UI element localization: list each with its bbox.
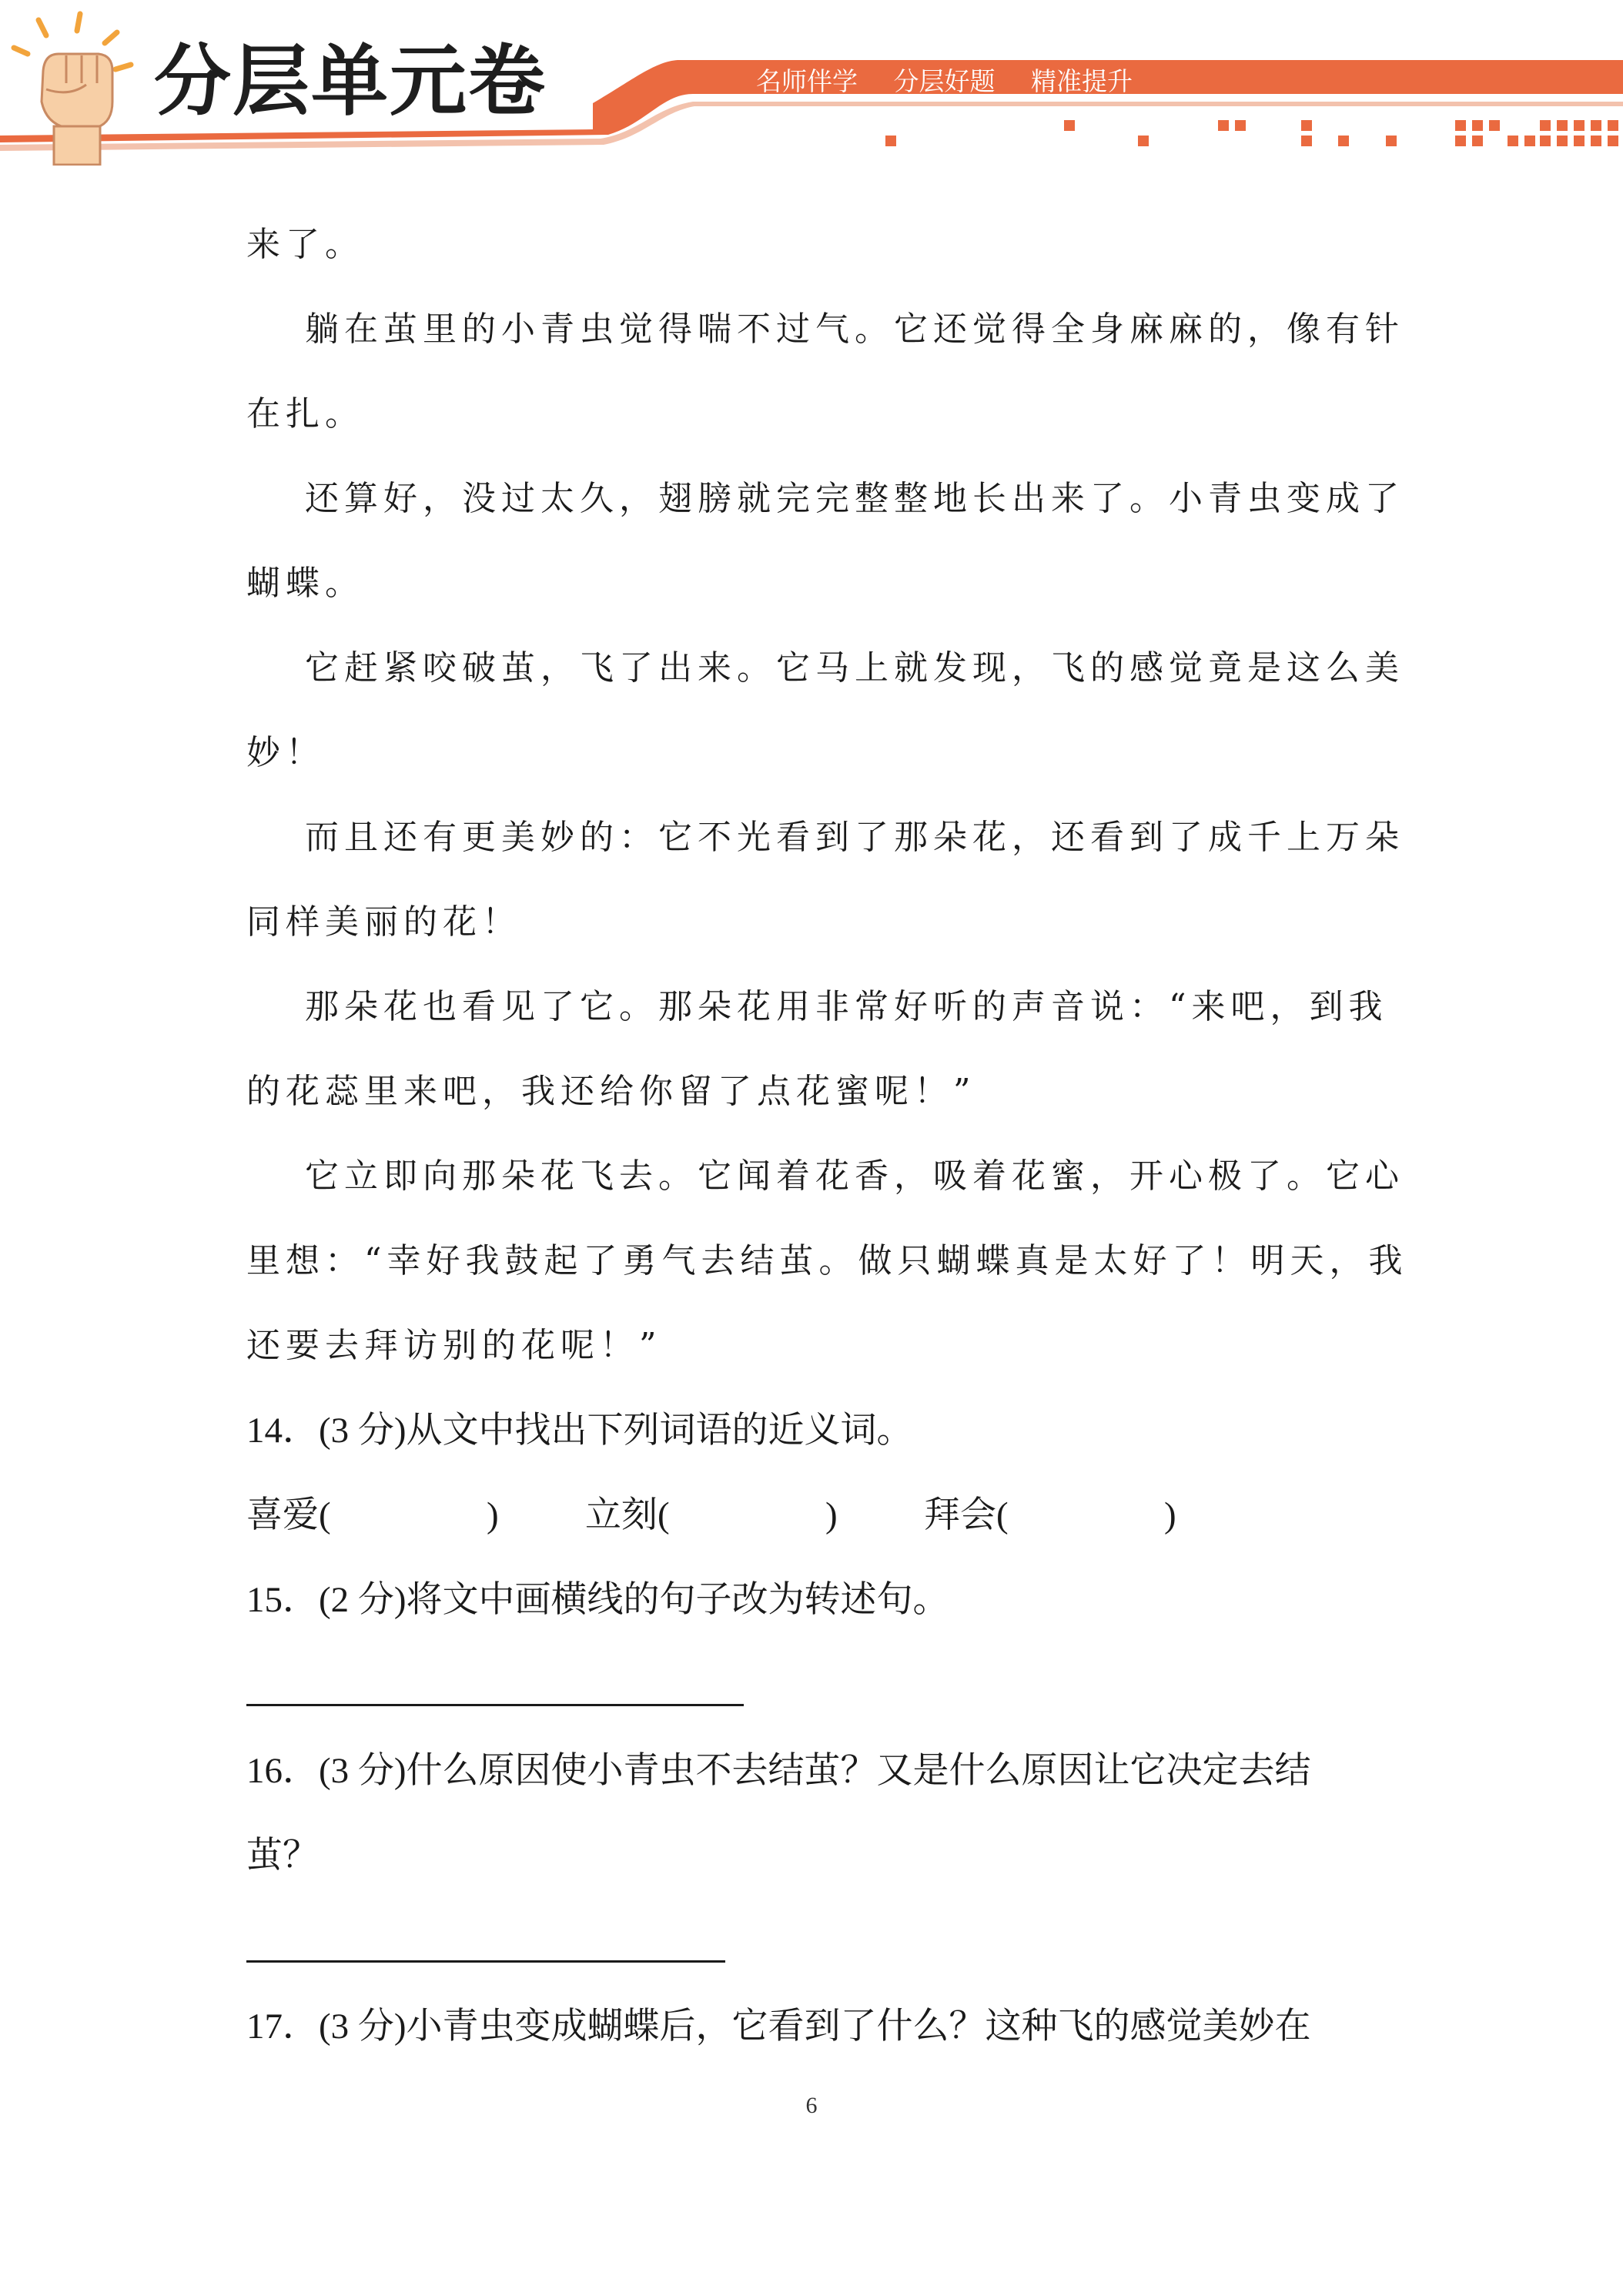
passage-line: 它赶紧咬破茧，飞了出来。它马上就发现，飞的感觉竟是这么美	[305, 648, 1404, 688]
passage-line: 的花蕊里来吧，我还给你留了点花蜜呢！”	[246, 1072, 976, 1111]
passage-line: 蝴蝶。	[246, 564, 364, 603]
slogan-item: 精准提升	[1031, 66, 1133, 96]
passage-line: 在扎。	[246, 394, 364, 433]
passage-line: 那朵花也看见了它。那朵花用非常好听的声音说：“来吧，到我	[305, 987, 1388, 1026]
passage-line: 同样美丽的花！	[246, 902, 521, 942]
passage-line: 而且还有更美妙的：它不光看到了那朵花，还看到了成千上万朵	[305, 818, 1404, 857]
passage-line: 它立即向那朵花飞去。它闻着花香，吸着花蜜，开心极了。它心	[305, 1156, 1404, 1196]
question-16-continued: 茧？	[246, 1836, 319, 1876]
page-number: 6	[805, 2093, 818, 2118]
passage-line: 里想：“幸好我鼓起了勇气去结茧。做只蝴蝶真是太好了！明天，我	[246, 1241, 1408, 1280]
raised-fist-icon	[0, 0, 146, 166]
question-14: 14．(3 分)从文中找出下列词语的近义词。	[246, 1411, 913, 1451]
passage-line: 妙！	[246, 733, 325, 772]
word-label: 喜爱(	[246, 1495, 331, 1535]
word-label: 立刻(	[585, 1495, 670, 1535]
passage-line: 还要去拜访别的花呢！”	[246, 1326, 662, 1365]
word-paren-close: )	[487, 1495, 499, 1535]
word-paren-close: )	[1164, 1495, 1176, 1535]
header-slogan	[756, 60, 1160, 103]
answer-line[interactable]	[246, 1704, 744, 1706]
answer-line[interactable]	[246, 1960, 725, 1963]
word-label: 拜会(	[924, 1495, 1009, 1535]
question-15: 15．(2 分)将文中画横线的句子改为转述句。	[246, 1580, 949, 1620]
slogan-item: 名师伴学	[756, 66, 858, 96]
passage-line: 躺在茧里的小青虫觉得喘不过气。它还觉得全身麻麻的，像有针	[305, 310, 1404, 349]
slogan-item: 分层好题	[893, 66, 996, 96]
question-17: 17．(3 分)小青虫变成蝴蝶后，它看到了什么？这种飞的感觉美妙在	[246, 2006, 1311, 2047]
passage-line: 来了。	[246, 225, 364, 264]
passage-line: 还算好，没过太久，翅膀就完完整整地长出来了。小青虫变成了	[305, 479, 1404, 518]
word-paren-close: )	[825, 1495, 838, 1535]
brand-title: 分层单元卷	[154, 36, 547, 126]
question-16: 16．(3 分)什么原因使小青虫不去结茧？又是什么原因让它决定去结	[246, 1751, 1311, 1791]
page-header	[0, 0, 1623, 166]
